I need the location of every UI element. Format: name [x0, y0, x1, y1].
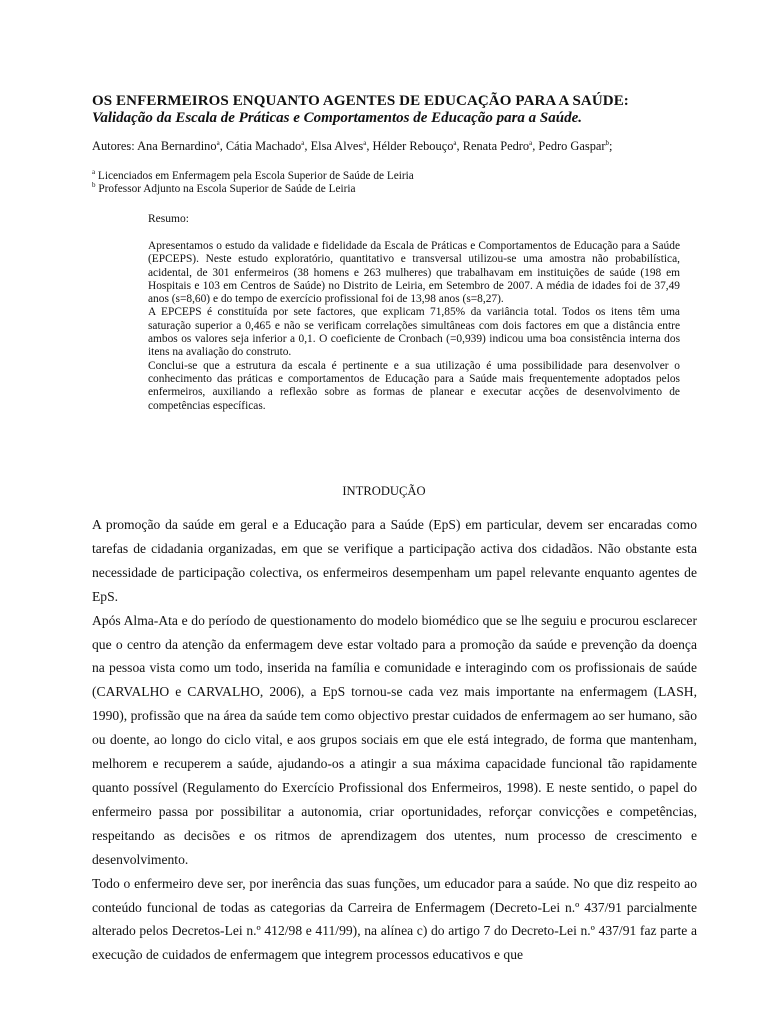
affiliation: [92, 183, 356, 195]
authors-line: [92, 139, 612, 154]
author-separator: ,: [219, 139, 226, 153]
introduction-body: [92, 513, 697, 967]
affiliation-mark: b: [92, 181, 96, 190]
abstract-heading: Resumo:: [148, 213, 189, 225]
author-name: Renata Pedro: [462, 139, 530, 153]
author-name: Hélder Rebouço: [372, 139, 454, 153]
author-name: Pedro Gaspar: [538, 139, 606, 153]
authors-prefix: Autores:: [92, 139, 138, 153]
affiliation-text: Licenciados em Enfermagem pela Escola Superior de Saúde de Leiria: [95, 170, 414, 182]
introduction-heading: INTRODUÇÃO: [342, 484, 426, 498]
author-separator: ,: [532, 139, 539, 153]
body-paragraph: Todo o enfermeiro deve ser, por inerência das suas funções, um educador para a saúde. No que diz respeito ao conteúdo funcional de todas as categorias da Carreira de Enfermagem (Decreto-Lei n.º 437/91 parcialmente alterado pelos Decretos-Lei n.º 412/98 e 411/99), na alínea c) do artigo 7 do Decreto-Lei n.º 437/91 faz parte a execução de cuidados de enfermagem que integrem processos educativos e que: [92, 875, 697, 963]
author-affiliation-mark: a: [529, 138, 533, 147]
affiliation-mark: a: [92, 168, 96, 177]
abstract-paragraph: A EPCEPS é constituída por sete factores, que explicam 71,85% da variância total. Todos os itens têm uma saturação superior a 0,465 e não se verificam correlações simultâneas com dois factores em que a distância entre ambos os valores seja inferior a 0,1. O coeficiente de Cronbach (=0,939) indicou uma boa consistência interna dos itens na avaliação do construto.: [148, 306, 680, 359]
author-affiliation-mark: a: [453, 138, 457, 147]
author-separator: ;: [609, 139, 613, 153]
author-separator: ,: [456, 139, 463, 153]
author-affiliation-mark: b: [605, 138, 610, 147]
paper-subtitle: Validação da Escala de Práticas e Comportamentos de Educação para a Saúde.: [92, 110, 582, 126]
author-entry: [538, 139, 612, 153]
affiliation-text: Professor Adjunto na Escola Superior de Saúde de Leiria: [95, 183, 356, 195]
author-entry: [463, 139, 539, 153]
abstract-paragraph: Conclui-se que a estrutura da escala é pertinente e a sua utilização é uma possibilidade para desenvolver o conhecimento das práticas e comportamentos de Educação para a Saúde mais frequentemente adoptados pelos enfermeiros, auxiliando a reflexão sobre as formas de planear e executar acções de desenvolvimento de competências específicas.: [148, 359, 680, 412]
author-name: Cátia Machado: [225, 139, 302, 153]
author-entry: [311, 139, 373, 153]
affiliation: [92, 170, 414, 182]
author-entry: [137, 139, 226, 153]
author-affiliation-mark: a: [216, 138, 220, 147]
abstract-body: [148, 240, 680, 413]
body-paragraph: Após Alma-Ata e do período de questionamento do modelo biomédico que se lhe seguiu e procurou esclarecer que o centro da atenção da enfermagem deve estar voltado para a promoção da saúde e prevenção da doença na pessoa vista como um todo, inserida na família e comunidade e interagindo com os profissionais de saúde (CARVALHO e CARVALHO, 2006), a EpS tornou-se cada vez mais importante na enfermagem (LASH, 1990), profissão que na área da saúde tem como objectivo prestar cuidados de enfermagem ao ser humano, são ou doente, ao longo do ciclo vital, e aos grupos sociais em que ele está integrado, de forma que mantenham, melhorem e recuperem a saúde, ajudando-os a atingir a sua máxima capacidade funcional tão rapidamente quanto possível (Regulamento do Exercício Profissional dos Enfermeiros, 1998). E neste sentido, o papel do enfermeiro passa por possibilitar a autonomia, criar oportunidades, reforçar convicções e competências, respeitando as decisões e os ritmos de aprendizagem dos utentes, num processo de crescimento e desenvolvimento.: [92, 612, 697, 867]
author-separator: ,: [304, 139, 311, 153]
author-entry: [373, 139, 463, 153]
author-name: Elsa Alves: [310, 139, 364, 153]
author-separator: ,: [366, 139, 373, 153]
paper-title: OS ENFERMEIROS ENQUANTO AGENTES DE EDUCAÇÃO PARA A SAÚDE:: [92, 93, 629, 109]
author-affiliation-mark: a: [301, 138, 305, 147]
body-paragraph: A promoção da saúde em geral e a Educação para a Saúde (EpS) em particular, devem ser encaradas como tarefas de cidadania organizadas, em que se verifique a participação activa dos cidadãos. Não obstante esta necessidade de participação colectiva, os enfermeiros desempenham um papel relevante enquanto agentes de EpS.: [92, 517, 697, 604]
author-name: Ana Bernardino: [137, 139, 217, 153]
author-entry: [226, 139, 311, 153]
author-affiliation-mark: a: [363, 138, 367, 147]
abstract-paragraph: Apresentamos o estudo da validade e fidelidade da Escala de Práticas e Comportamentos de Educação para a Saúde (EPCEPS). Neste estudo exploratório, quantitativo e transversal utilizou-se uma amostra não probabilística, acidental, de 301 enfermeiros (38 homens e 263 mulheres) que trabalhavam em instituições de saúde (198 em Hospitais e 103 em Centros de Saúde) no Distrito de Leiria, em Setembro de 2007. A média de idades foi de 37,49 anos (s=8,60) e do tempo de exercício profissional foi de 13,98 anos (s=8,27).: [148, 240, 680, 306]
